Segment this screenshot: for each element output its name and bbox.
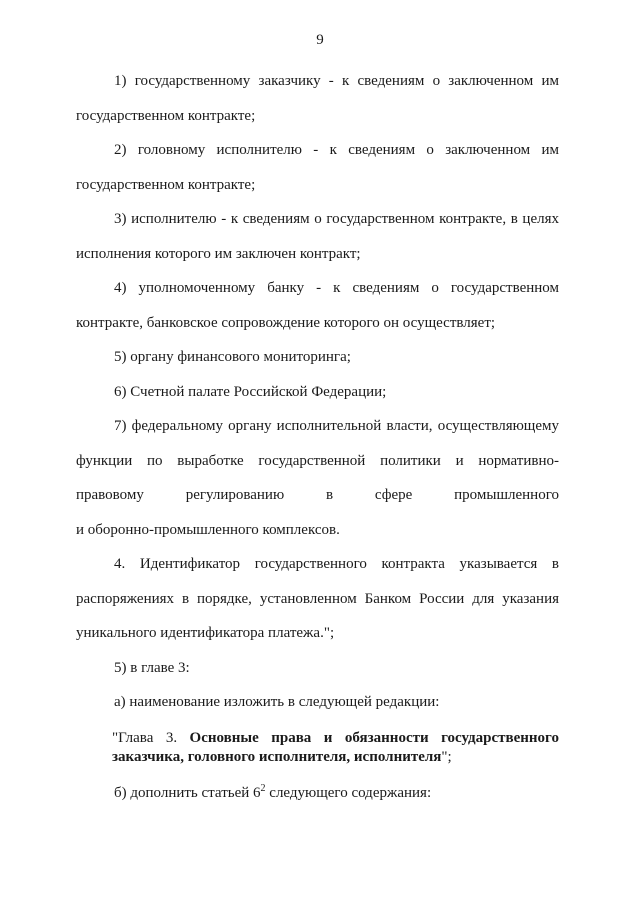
list-item-3: 3) исполнителю - к сведениям о государственном контракте, в целях исполнения которого им заключен контракт;	[76, 211, 559, 262]
list-item-4: 4) уполномоченному банку - к сведениям о государственном контракте, банковское сопровождение которого он осуществляет;	[76, 280, 559, 331]
list-item-1: 1) государственному заказчику - к сведениям о заключенном им государственном контракте;	[76, 73, 559, 124]
amendment-sub-a: а) наименование изложить в следующей редакции:	[114, 694, 440, 710]
amendment-sub-b-text-end: следующего содержания:	[265, 784, 432, 801]
chapter-3-heading-title: Основные права и обязанности государственного заказчика, головного исполнителя, исполнителя	[112, 729, 559, 765]
list-item-7-continuation: и оборонно-промышленного комплексов.	[76, 521, 340, 538]
chapter-3-heading-prefix: "Глава 3.	[112, 729, 190, 746]
amendment-sub-b-text: б) дополнить статьей 6	[114, 784, 261, 801]
page-number: 9	[316, 32, 324, 48]
list-item-2: 2) головному исполнителю - к сведениям о заключенном им государственном контракте;	[76, 142, 559, 193]
list-item-5: 5) органу финансового мониторинга;	[114, 349, 351, 365]
chapter-3-heading	[76, 720, 559, 776]
list-item-6: 6) Счетной палате Российской Федерации;	[114, 383, 387, 400]
amendment-point-5: 5) в главе 3:	[114, 659, 190, 676]
chapter-3-heading-suffix: ";	[441, 748, 452, 765]
article-superscript: 2	[260, 782, 266, 794]
list-item-7: 7) федеральному органу исполнительной власти, осуществляющему функции по выработке государственной политики и нормативно-правовому регулированию в сфере промышленного	[76, 418, 559, 503]
clause-4: 4. Идентификатор государственного контракта указывается в распоряжениях в порядке, установленном Банком России для указания уникального идентификатора платежа.";	[76, 556, 559, 641]
document-body	[76, 64, 559, 810]
amendment-sub-b	[76, 776, 559, 811]
